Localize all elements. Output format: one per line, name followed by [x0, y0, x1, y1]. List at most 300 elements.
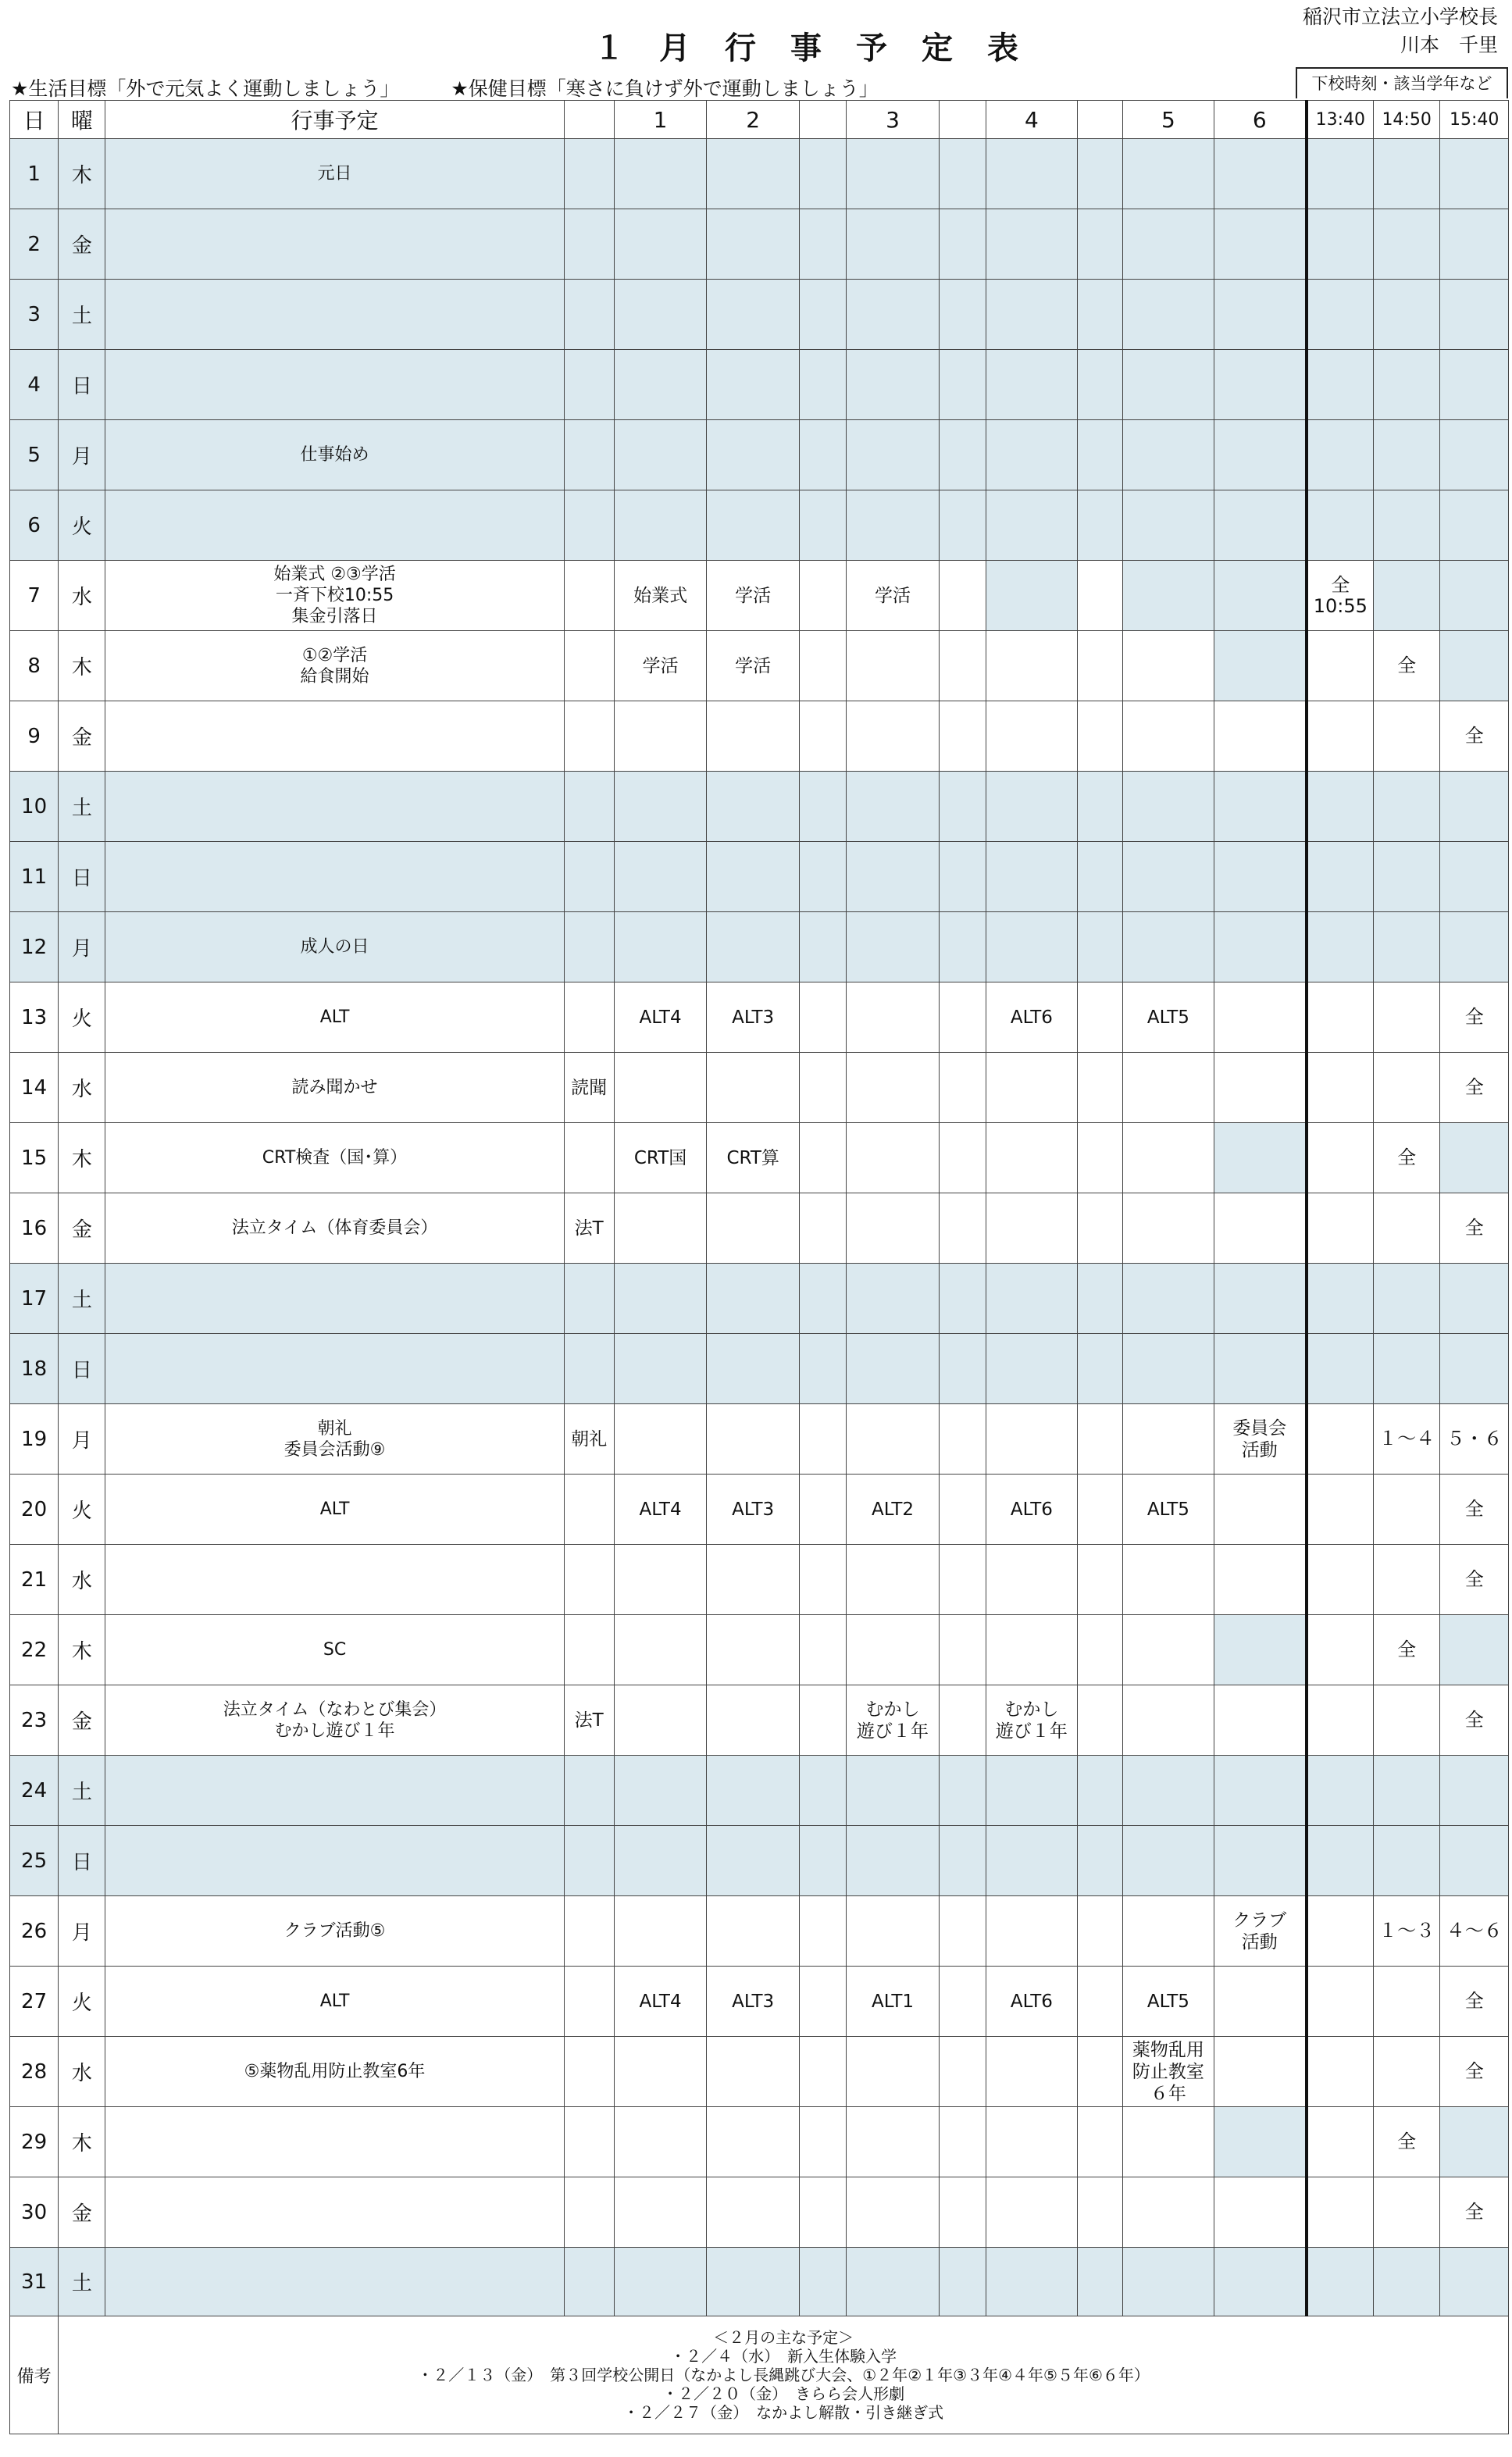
cell-grade-4-sub [1077, 2107, 1122, 2177]
cell-time-1450 [1373, 1193, 1440, 1264]
cell-special [564, 631, 614, 701]
table-row [10, 1685, 1509, 1756]
cell-day: 24 [10, 1756, 59, 1826]
cell-day: 17 [10, 1264, 59, 1334]
cell-day: 18 [10, 1334, 59, 1404]
cell-grade-6 [1214, 2248, 1307, 2316]
cell-grade-4: ALT6 [986, 982, 1078, 1053]
cell-grade-1 [614, 1615, 707, 1685]
cell-dow: 水 [59, 2037, 105, 2107]
cell-grade-3 [847, 701, 940, 772]
cell-grade-4-pre [939, 1193, 986, 1264]
cell-grade-4-sub [1077, 772, 1122, 842]
cell-time-1340 [1307, 280, 1374, 350]
cell-grade-4 [986, 1264, 1078, 1334]
school-name: 稲沢市立法立小学校長 [1302, 5, 1498, 28]
cell-grade-3 [847, 1334, 940, 1404]
cell-grade-4 [986, 2177, 1078, 2248]
cell-time-1450: 全 [1373, 631, 1440, 701]
cell-grade-2-sub [799, 1545, 846, 1615]
cell-grade-2 [707, 490, 800, 561]
cell-special [564, 1334, 614, 1404]
cell-time-1340 [1307, 490, 1374, 561]
notes-line: ・２／２７（金） なかよし解散・引き継ぎ式 [623, 2403, 944, 2422]
cell-grade-2-sub [799, 1123, 846, 1193]
cell-grade-6: クラブ 活動 [1214, 1896, 1307, 1967]
cell-grade-4-pre [939, 1123, 986, 1193]
cell-day: 1 [10, 139, 59, 209]
cell-grade-4-sub [1077, 1404, 1122, 1475]
cell-grade-2 [707, 1826, 800, 1896]
health-goal: ★保健目標「寒さに負けず外で運動しましょう」 [451, 77, 879, 100]
cell-events: 法立タイム（体育委員会） [105, 1193, 564, 1264]
cell-day: 14 [10, 1053, 59, 1123]
cell-grade-6 [1214, 1193, 1307, 1264]
cell-grade-4 [986, 1404, 1078, 1475]
cell-time-1540 [1440, 209, 1509, 280]
cell-special [564, 912, 614, 982]
cell-grade-2 [707, 1334, 800, 1404]
cell-day: 12 [10, 912, 59, 982]
cell-grade-1 [614, 1334, 707, 1404]
cell-grade-3 [847, 982, 940, 1053]
cell-grade-2-sub [799, 912, 846, 982]
cell-grade-4-pre [939, 1545, 986, 1615]
cell-time-1450 [1373, 1685, 1440, 1756]
cell-grade-6 [1214, 1334, 1307, 1404]
cell-grade-2-sub [799, 1404, 846, 1475]
cell-special [564, 1967, 614, 2037]
cell-time-1450 [1373, 350, 1440, 420]
cell-events [105, 2248, 564, 2316]
cell-grade-2 [707, 1053, 800, 1123]
cell-dow: 木 [59, 1615, 105, 1685]
cell-grade-6 [1214, 2037, 1307, 2107]
cell-grade-5 [1123, 1615, 1214, 1685]
cell-grade-2-sub [799, 1896, 846, 1967]
col-grade-3: 3 [847, 101, 940, 139]
cell-grade-3 [847, 1545, 940, 1615]
cell-grade-5 [1123, 701, 1214, 772]
notes-line: ・２／１３（金） 第３回学校公開日（なかよし長縄跳び大会、①２年②１年③３年④４年⑤５年⑥６年） [417, 2366, 1150, 2384]
cell-grade-2-sub [799, 772, 846, 842]
cell-special [564, 1475, 614, 1545]
cell-grade-4: ALT6 [986, 1967, 1078, 2037]
cell-grade-2: ALT3 [707, 982, 800, 1053]
cell-grade-1 [614, 1896, 707, 1967]
cell-grade-2 [707, 772, 800, 842]
cell-grade-6 [1214, 350, 1307, 420]
cell-events: ALT [105, 1967, 564, 2037]
cell-grade-6 [1214, 1826, 1307, 1896]
cell-grade-2 [707, 139, 800, 209]
col-grade-2: 2 [707, 101, 800, 139]
table-row [10, 420, 1509, 490]
cell-grade-1: 学活 [614, 631, 707, 701]
cell-grade-6 [1214, 209, 1307, 280]
cell-events [105, 280, 564, 350]
cell-time-1540: 全 [1440, 2177, 1509, 2248]
cell-time-1450 [1373, 1334, 1440, 1404]
cell-time-1340 [1307, 209, 1374, 280]
cell-grade-5 [1123, 1826, 1214, 1896]
table-row [10, 842, 1509, 912]
cell-grade-5 [1123, 772, 1214, 842]
cell-dow: 土 [59, 772, 105, 842]
cell-grade-5 [1123, 1756, 1214, 1826]
cell-grade-2-sub [799, 2037, 846, 2107]
cell-grade-3 [847, 2177, 940, 2248]
cell-grade-4 [986, 490, 1078, 561]
table-row [10, 701, 1509, 772]
cell-events: 成人の日 [105, 912, 564, 982]
cell-grade-2-sub [799, 982, 846, 1053]
cell-grade-5 [1123, 1404, 1214, 1475]
cell-grade-1 [614, 280, 707, 350]
cell-grade-5 [1123, 1334, 1214, 1404]
cell-time-1540: 全 [1440, 1545, 1509, 1615]
notes-body [59, 2316, 1509, 2434]
cell-grade-2-sub [799, 280, 846, 350]
cell-time-1540 [1440, 772, 1509, 842]
cell-grade-1 [614, 2248, 707, 2316]
table-row [10, 1967, 1509, 2037]
cell-time-1450 [1373, 2248, 1440, 2316]
cell-events [105, 2107, 564, 2177]
cell-grade-6 [1214, 912, 1307, 982]
cell-day: 4 [10, 350, 59, 420]
cell-time-1450 [1373, 1756, 1440, 1826]
cell-grade-2: ALT3 [707, 1967, 800, 2037]
cell-time-1450 [1373, 842, 1440, 912]
cell-time-1450 [1373, 1967, 1440, 2037]
cell-grade-5 [1123, 280, 1214, 350]
cell-grade-6 [1214, 139, 1307, 209]
cell-special [564, 1826, 614, 1896]
life-goal: ★生活目標「外で元気よく運動しましょう」 [11, 77, 400, 100]
cell-grade-4-pre [939, 490, 986, 561]
cell-grade-4 [986, 350, 1078, 420]
cell-grade-5 [1123, 1545, 1214, 1615]
cell-grade-4-sub [1077, 209, 1122, 280]
cell-dow: 木 [59, 1123, 105, 1193]
cell-grade-2: 学活 [707, 561, 800, 631]
cell-special [564, 561, 614, 631]
cell-grade-4-sub [1077, 912, 1122, 982]
cell-time-1340 [1307, 420, 1374, 490]
cell-time-1540 [1440, 139, 1509, 209]
cell-day: 2 [10, 209, 59, 280]
table-row [10, 1896, 1509, 1967]
cell-grade-4-sub [1077, 1685, 1122, 1756]
cell-special: 法T [564, 1193, 614, 1264]
cell-grade-4 [986, 280, 1078, 350]
cell-time-1340 [1307, 1123, 1374, 1193]
cell-day: 22 [10, 1615, 59, 1685]
cell-day: 15 [10, 1123, 59, 1193]
cell-grade-3 [847, 1123, 940, 1193]
cell-grade-4-pre [939, 350, 986, 420]
cell-grade-2: ALT3 [707, 1475, 800, 1545]
cell-grade-1 [614, 701, 707, 772]
cell-grade-1 [614, 2177, 707, 2248]
cell-grade-6 [1214, 1615, 1307, 1685]
cell-events: ①②学活 給食開始 [105, 631, 564, 701]
cell-events: SC [105, 1615, 564, 1685]
cell-grade-2-sub [799, 1264, 846, 1334]
cell-grade-2-sub [799, 350, 846, 420]
cell-grade-3 [847, 631, 940, 701]
cell-grade-4-pre [939, 772, 986, 842]
cell-grade-3: 学活 [847, 561, 940, 631]
cell-events: 元日 [105, 139, 564, 209]
cell-events: 仕事始め [105, 420, 564, 490]
cell-grade-6 [1214, 1685, 1307, 1756]
col-special [564, 101, 614, 139]
cell-grade-4-pre [939, 280, 986, 350]
cell-grade-3 [847, 420, 940, 490]
cell-grade-4 [986, 1615, 1078, 1685]
cell-grade-1 [614, 1826, 707, 1896]
cell-time-1340 [1307, 1404, 1374, 1475]
cell-grade-3 [847, 2107, 940, 2177]
cell-grade-1 [614, 1685, 707, 1756]
cell-grade-6 [1214, 631, 1307, 701]
cell-time-1450 [1373, 490, 1440, 561]
cell-grade-2 [707, 209, 800, 280]
cell-grade-3 [847, 1404, 940, 1475]
cell-time-1340 [1307, 1685, 1374, 1756]
principal-info [1303, 3, 1498, 59]
cell-grade-6: 委員会 活動 [1214, 1404, 1307, 1475]
cell-day: 31 [10, 2248, 59, 2316]
cell-day: 7 [10, 561, 59, 631]
cell-grade-4-sub [1077, 1053, 1122, 1123]
table-row [10, 1053, 1509, 1123]
cell-time-1540 [1440, 1123, 1509, 1193]
cell-time-1450 [1373, 982, 1440, 1053]
cell-grade-4 [986, 912, 1078, 982]
cell-grade-4: むかし 遊び１年 [986, 1685, 1078, 1756]
table-row [10, 209, 1509, 280]
cell-time-1540: 全 [1440, 1053, 1509, 1123]
cell-grade-2 [707, 2248, 800, 2316]
cell-time-1340: 全 10:55 [1307, 561, 1374, 631]
cell-events [105, 701, 564, 772]
cell-grade-5 [1123, 561, 1214, 631]
cell-grade-6 [1214, 420, 1307, 490]
cell-grade-1: CRT国 [614, 1123, 707, 1193]
cell-day: 30 [10, 2177, 59, 2248]
cell-dow: 火 [59, 490, 105, 561]
cell-grade-4-sub [1077, 701, 1122, 772]
cell-time-1540 [1440, 631, 1509, 701]
cell-grade-1: ALT4 [614, 1967, 707, 2037]
cell-grade-3 [847, 139, 940, 209]
cell-grade-4-pre [939, 701, 986, 772]
cell-grade-4: ALT6 [986, 1475, 1078, 1545]
cell-grade-1 [614, 350, 707, 420]
cell-grade-4-pre [939, 1334, 986, 1404]
cell-time-1340 [1307, 1053, 1374, 1123]
cell-dow: 日 [59, 350, 105, 420]
cell-dow: 火 [59, 1475, 105, 1545]
cell-grade-4-sub [1077, 420, 1122, 490]
cell-grade-3 [847, 1826, 940, 1896]
cell-grade-4-pre [939, 1896, 986, 1967]
cell-grade-6 [1214, 1123, 1307, 1193]
cell-time-1340 [1307, 1545, 1374, 1615]
cell-grade-2 [707, 701, 800, 772]
cell-special [564, 2248, 614, 2316]
cell-time-1450 [1373, 2177, 1440, 2248]
cell-grade-5 [1123, 490, 1214, 561]
table-row [10, 350, 1509, 420]
cell-grade-4-sub [1077, 1475, 1122, 1545]
cell-grade-3 [847, 490, 940, 561]
table-row [10, 2177, 1509, 2248]
cell-grade-4-sub [1077, 2037, 1122, 2107]
cell-grade-2 [707, 1896, 800, 1967]
cell-grade-5 [1123, 209, 1214, 280]
cell-events [105, 350, 564, 420]
cell-special [564, 139, 614, 209]
cell-time-1540: 全 [1440, 1193, 1509, 1264]
cell-grade-4-sub [1077, 1264, 1122, 1334]
cell-special [564, 1756, 614, 1826]
cell-time-1450 [1373, 561, 1440, 631]
cell-special [564, 1615, 614, 1685]
cell-grade-6 [1214, 1475, 1307, 1545]
cell-day: 5 [10, 420, 59, 490]
table-row [10, 2248, 1509, 2316]
cell-grade-2 [707, 842, 800, 912]
col-dow: 曜 [59, 101, 105, 139]
cell-dow: 土 [59, 1756, 105, 1826]
cell-time-1450 [1373, 1545, 1440, 1615]
cell-grade-4-pre [939, 1967, 986, 2037]
cell-grade-1 [614, 1545, 707, 1615]
cell-grade-2 [707, 1756, 800, 1826]
cell-dow: 月 [59, 912, 105, 982]
cell-grade-1 [614, 1193, 707, 1264]
cell-dow: 日 [59, 1334, 105, 1404]
cell-grade-4-sub [1077, 1615, 1122, 1685]
cell-special [564, 982, 614, 1053]
cell-grade-2 [707, 280, 800, 350]
cell-grade-4-pre [939, 631, 986, 701]
cell-time-1540 [1440, 2107, 1509, 2177]
table-row [10, 490, 1509, 561]
cell-day: 8 [10, 631, 59, 701]
cell-time-1340 [1307, 631, 1374, 701]
cell-day: 11 [10, 842, 59, 912]
cell-grade-1 [614, 1404, 707, 1475]
cell-grade-3: むかし 遊び１年 [847, 1685, 940, 1756]
cell-time-1340 [1307, 772, 1374, 842]
cell-grade-4 [986, 842, 1078, 912]
cell-grade-3 [847, 1756, 940, 1826]
cell-grade-4-sub [1077, 1334, 1122, 1404]
cell-grade-3 [847, 1264, 940, 1334]
cell-day: 19 [10, 1404, 59, 1475]
cell-dow: 月 [59, 1404, 105, 1475]
cell-grade-2-sub [799, 2177, 846, 2248]
cell-grade-3 [847, 1896, 940, 1967]
cell-grade-2-sub [799, 2248, 846, 2316]
cell-special [564, 2107, 614, 2177]
cell-time-1450: １～３ [1373, 1896, 1440, 1967]
cell-grade-6 [1214, 1545, 1307, 1615]
cell-grade-4 [986, 1334, 1078, 1404]
cell-grade-4-pre [939, 1053, 986, 1123]
cell-grade-5 [1123, 2107, 1214, 2177]
cell-grade-2-sub [799, 1826, 846, 1896]
cell-grade-2: 学活 [707, 631, 800, 701]
cell-grade-2 [707, 350, 800, 420]
cell-grade-2-sub [799, 561, 846, 631]
cell-time-1540 [1440, 1264, 1509, 1334]
cell-grade-4 [986, 2248, 1078, 2316]
cell-time-1340 [1307, 1193, 1374, 1264]
cell-grade-4-sub [1077, 2248, 1122, 2316]
cell-grade-5 [1123, 912, 1214, 982]
table-row [10, 912, 1509, 982]
cell-time-1340 [1307, 2177, 1374, 2248]
cell-grade-5 [1123, 350, 1214, 420]
cell-day: 13 [10, 982, 59, 1053]
col-grade-1: 1 [614, 101, 707, 139]
cell-grade-2-sub [799, 1193, 846, 1264]
cell-time-1540: 全 [1440, 1967, 1509, 2037]
table-row [10, 1193, 1509, 1264]
header-row [10, 101, 1509, 139]
cell-events: 始業式 ②③学活 一斉下校10:55 集金引落日 [105, 561, 564, 631]
cell-time-1540: 全 [1440, 982, 1509, 1053]
cell-grade-1 [614, 209, 707, 280]
cell-grade-3 [847, 842, 940, 912]
cell-day: 23 [10, 1685, 59, 1756]
cell-grade-6 [1214, 842, 1307, 912]
cell-grade-2 [707, 912, 800, 982]
cell-grade-1 [614, 842, 707, 912]
cell-grade-4-sub [1077, 1756, 1122, 1826]
cell-grade-6 [1214, 1967, 1307, 2037]
cell-time-1450 [1373, 1826, 1440, 1896]
cell-grade-4-sub [1077, 1896, 1122, 1967]
cell-grade-4-pre [939, 1615, 986, 1685]
cell-time-1450 [1373, 1264, 1440, 1334]
cell-grade-4 [986, 772, 1078, 842]
page-title: １月行事予定表 [594, 30, 1053, 66]
cell-grade-4-sub [1077, 982, 1122, 1053]
cell-grade-3 [847, 350, 940, 420]
cell-grade-4-sub [1077, 1826, 1122, 1896]
cell-grade-3: ALT1 [847, 1967, 940, 2037]
cell-grade-2 [707, 2037, 800, 2107]
cell-time-1540 [1440, 490, 1509, 561]
cell-time-1540 [1440, 912, 1509, 982]
cell-special: 法T [564, 1685, 614, 1756]
cell-special [564, 280, 614, 350]
cell-special [564, 2177, 614, 2248]
cell-grade-4 [986, 561, 1078, 631]
cell-dow: 土 [59, 2248, 105, 2316]
cell-special [564, 420, 614, 490]
cell-special: 読聞 [564, 1053, 614, 1123]
cell-day: 29 [10, 2107, 59, 2177]
cell-grade-2-sub [799, 209, 846, 280]
